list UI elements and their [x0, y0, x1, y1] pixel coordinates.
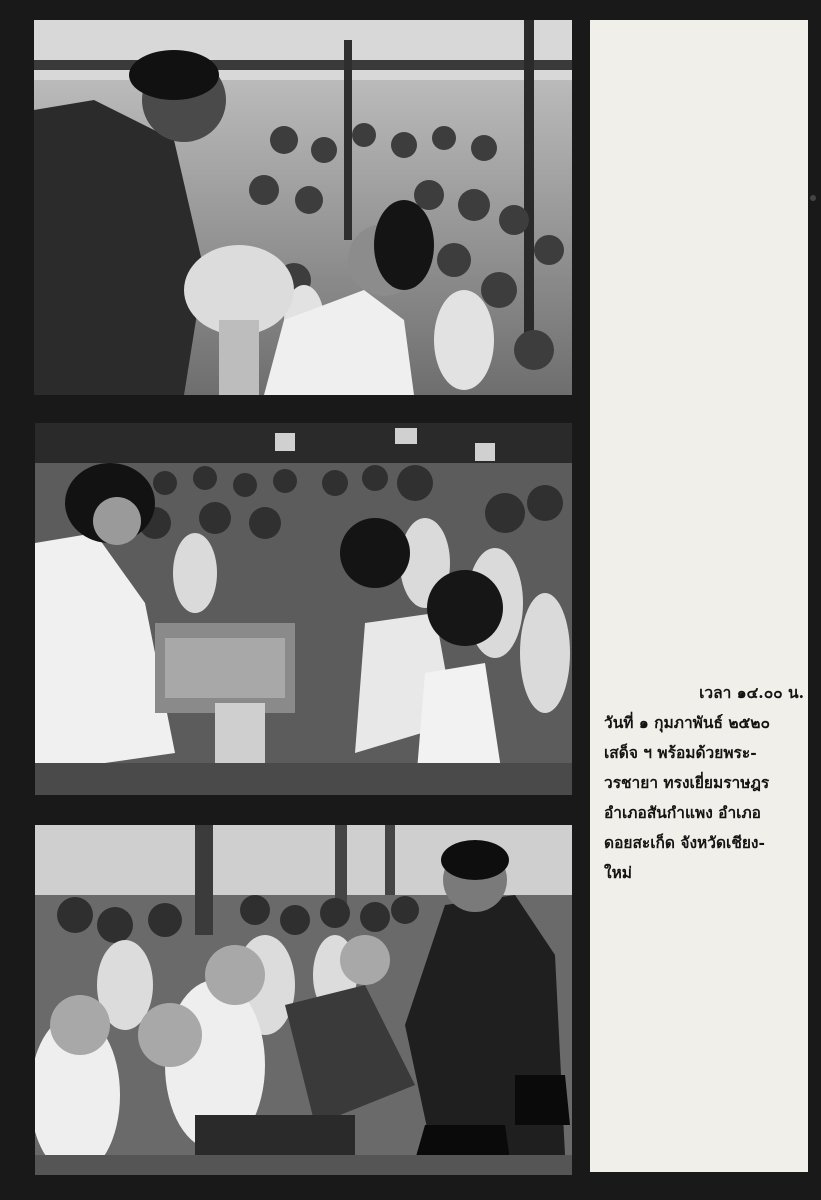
caption-line-3: เสด็จ ฯ พร้อมด้วยพระ- [604, 743, 757, 762]
photograph-image [35, 423, 572, 795]
photograph-woman-with-children [35, 423, 572, 795]
photograph-image [34, 20, 572, 395]
page-edge-mark [810, 195, 816, 201]
caption-line-6: ดอยสะเก็ด จังหวัดเชียง- [604, 833, 765, 852]
photograph-image [35, 825, 572, 1175]
caption-text [604, 678, 806, 888]
caption-line-4: วรชายา ทรงเยี่ยมราษฎร [604, 773, 770, 792]
caption-line-time: เวลา ๑๔.๐๐ น. [699, 683, 804, 702]
caption-line-date: วันที่ ๑ กุมภาพันธ์ ๒๕๒๐ [604, 713, 770, 732]
photograph-officer-with-bowl [34, 20, 572, 395]
caption-panel [590, 20, 808, 1172]
caption-line-5: อำเภอสันกำแพง อำเภอ [604, 803, 761, 822]
caption-line-7: ใหม่ [604, 863, 633, 882]
photograph-officer-with-villagers [35, 825, 572, 1175]
